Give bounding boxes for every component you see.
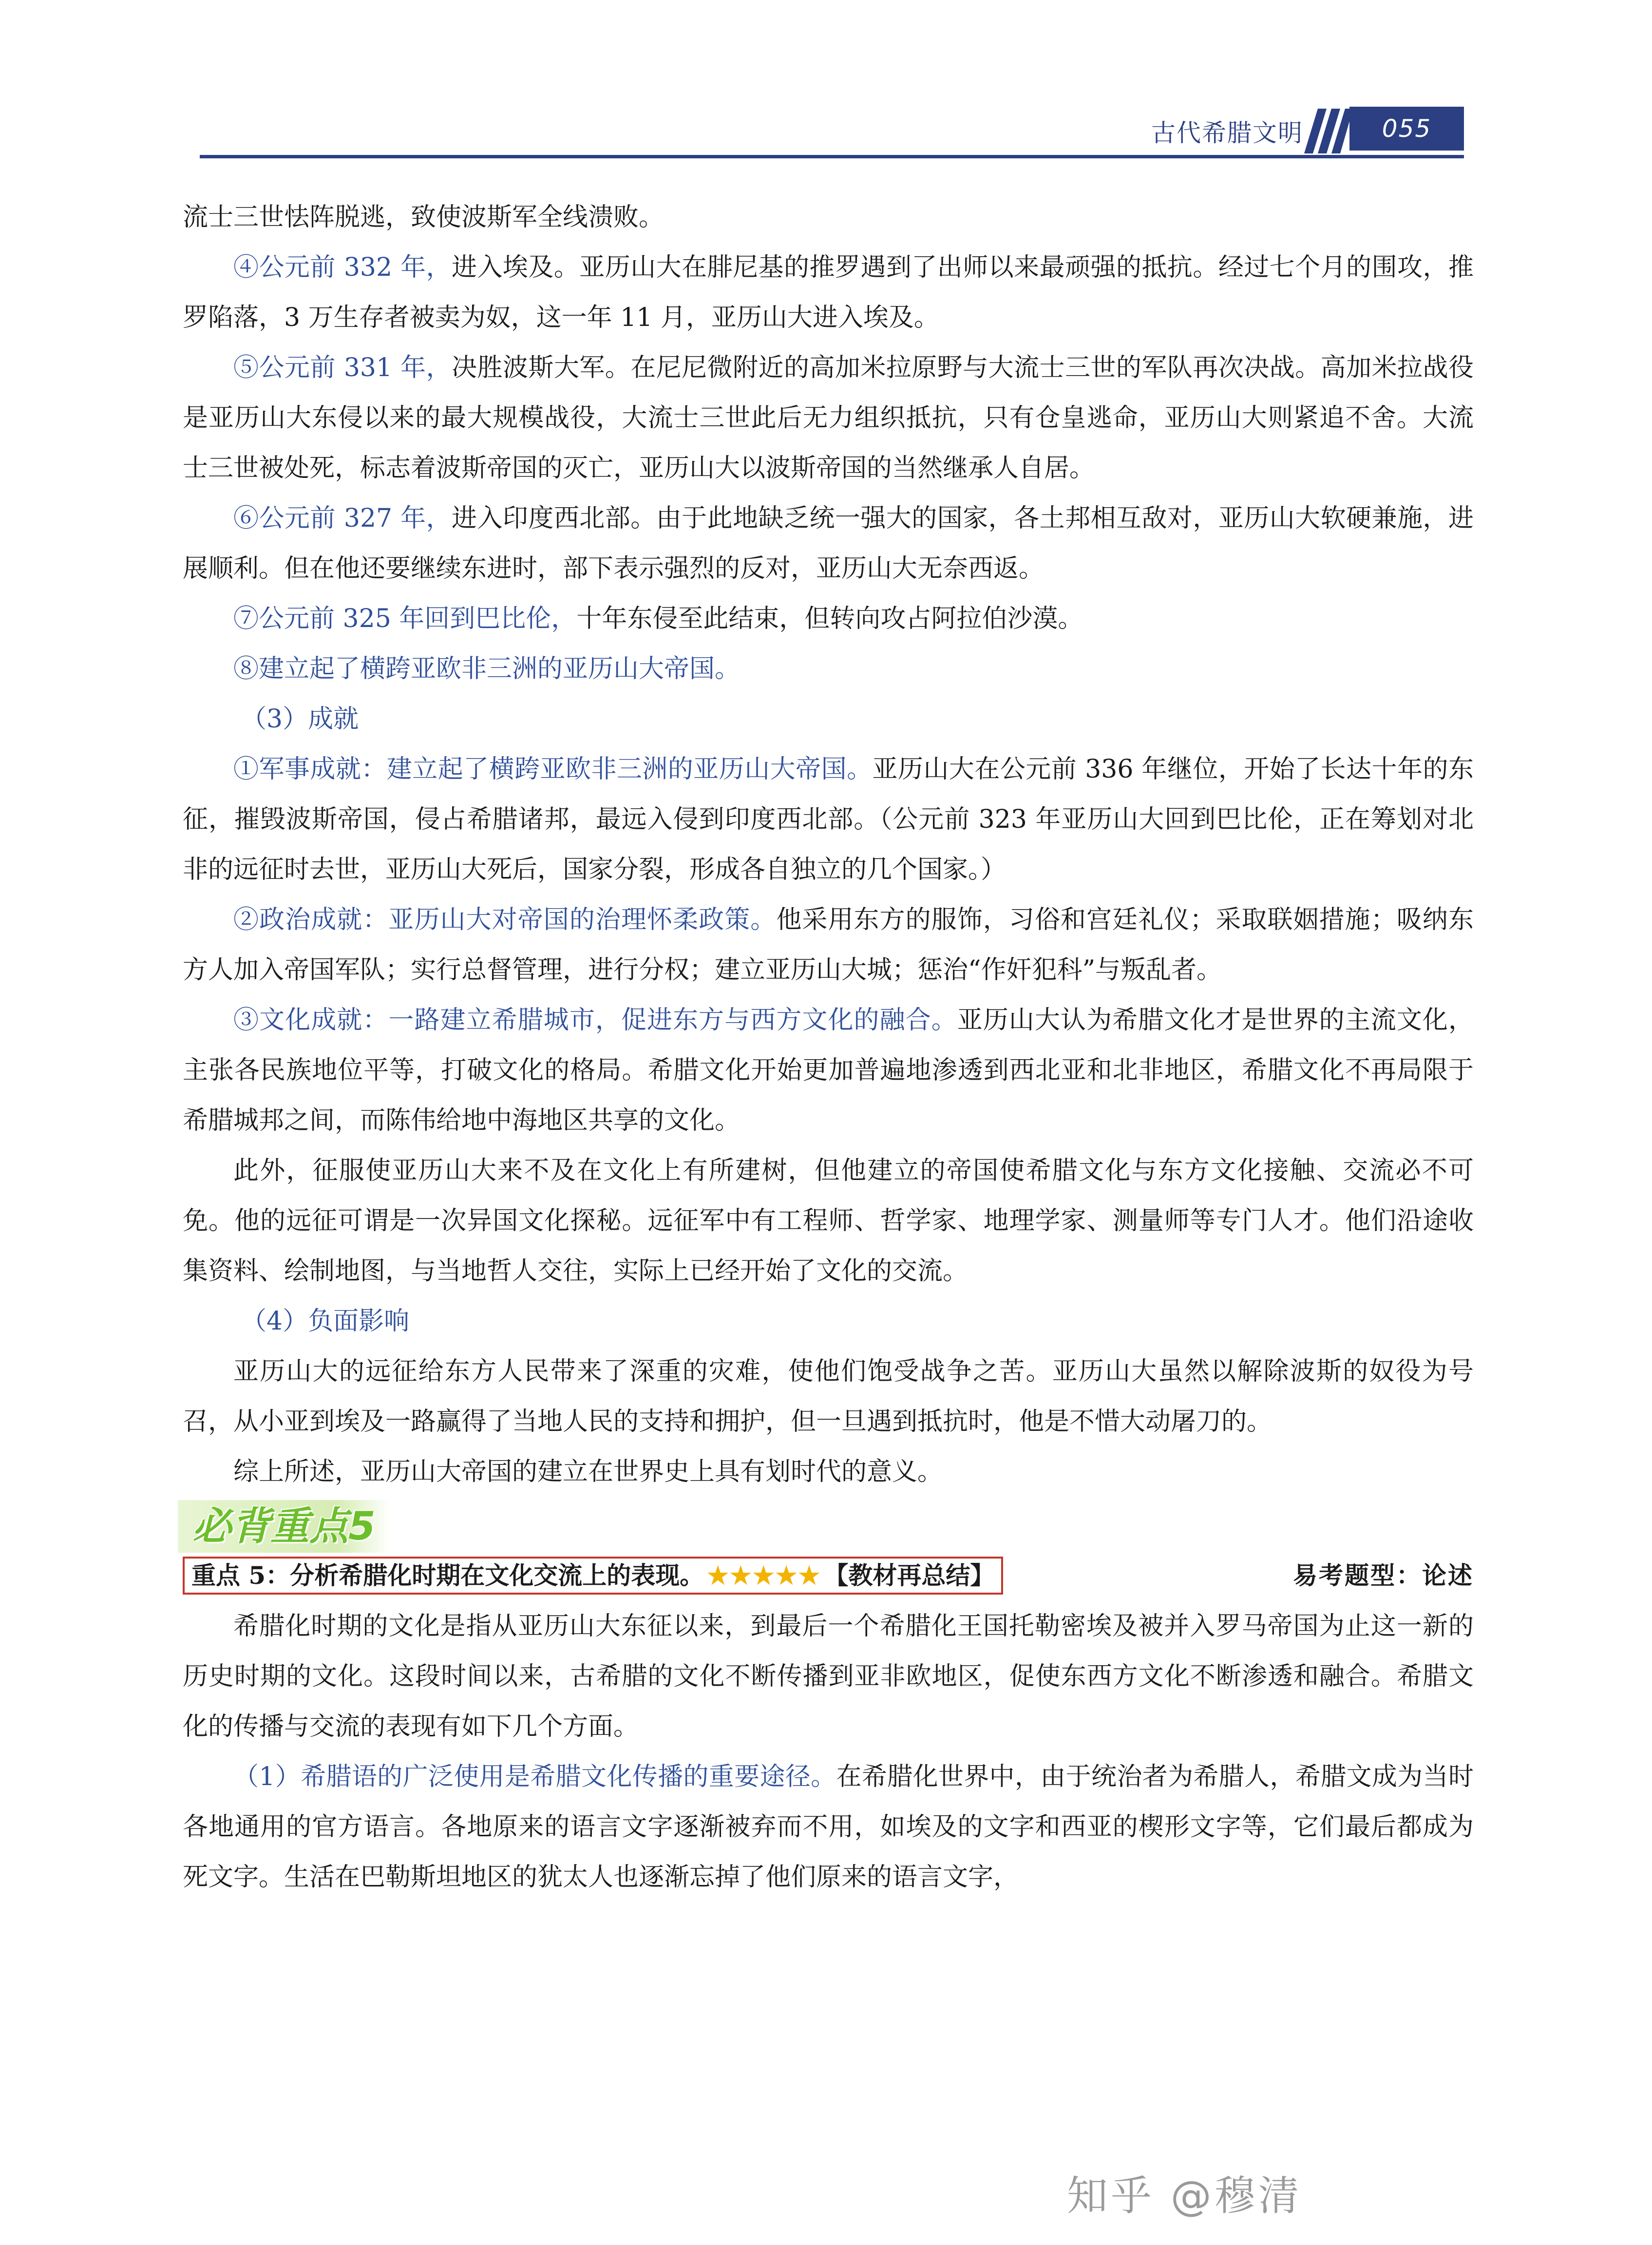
- header-slash-ornament: [1303, 107, 1349, 155]
- key-point-row: [183, 1557, 1474, 1595]
- exam-type: 易考题型：论述: [1293, 1561, 1474, 1590]
- rating-stars-icon: ★★★★★: [707, 1561, 821, 1590]
- item-body: 亚历山大认为希腊文化才是世界的主流文化，主张各民族地位平等，打破文化的格局。希腊文化开始更加普遍地渗透到西北亚和北非地区，希腊文化不再局限于希腊城邦之间，而陈伟给地中海地区共享的文化。: [183, 1006, 1474, 1135]
- item-body: 十年东侵至此结束，但转向攻占阿拉伯沙漠。: [576, 604, 1083, 633]
- paragraph: 综上所述，亚历山大帝国的建立在世界史上具有划时代的意义。: [233, 1457, 943, 1486]
- paragraph: [183, 995, 1474, 1146]
- key-point-badge-row: [183, 1500, 1474, 1554]
- paragraph: 此外，征服使亚历山大来不及在文化上有所建树，但他建立的帝国使希腊文化与东方文化接触、交流必不可免。他的远征可谓是一次异国文化探秘。远征军中有工程师、哲学家、地理学家、测量师等专门人才。他们沿途收集资料、绘制地图，与当地哲人交往，实际上已经开始了文化的交流。: [183, 1156, 1474, 1286]
- item-lead: ⑦公元前 325 年回到巴比伦，: [233, 604, 577, 633]
- paragraph: [183, 1752, 1474, 1903]
- item-lead: ①军事成就：建立起了横跨亚欧非三洲的亚历山大帝国。: [233, 755, 873, 784]
- paragraph: 希腊化时期的文化是指从亚历山大东征以来，到最后一个希腊化王国托勒密埃及被并入罗马帝国为止这一新的历史时期的文化。这段时间以来，古希腊的文化不断传播到亚非欧地区，促使东西方文化不断渗透和融合。希腊文化的传播与交流的表现有如下几个方面。: [183, 1612, 1474, 1741]
- paragraph: ⑧建立起了横跨亚欧非三洲的亚历山大帝国。: [233, 654, 741, 684]
- item-body: 进入印度西北部。由于此地缺乏统一强大的国家，各土邦相互敌对，亚历山大软硬兼施，进展顺利。但在他还要继续东进时，部下表示强烈的反对，亚历山大无奈西返。: [183, 504, 1474, 583]
- paragraph: [183, 343, 1474, 494]
- page-header: [200, 100, 1464, 158]
- item-lead: （1）希腊语的广泛使用是希腊文化传播的重要途径。: [233, 1762, 836, 1791]
- key-point-tag: 【教材再总结】: [824, 1561, 995, 1590]
- item-body: 在希腊化世界中，由于统治者为希腊人，希腊文成为当时各地通用的官方语言。各地原来的语言文字逐渐被弃而不用，如埃及的文字和西亚的楔形文字等，它们最后都成为死文字。生活在巴勒斯坦地区的犹太人也逐渐忘掉了他们原来的语言文字，: [183, 1762, 1474, 1892]
- item-body: 他采用东方的服饰，习俗和宫廷礼仪；采取联姻措施；吸纳东方人加入帝国军队；实行总督管理，进行分权；建立亚历山大城；惩治“作奸犯科”与叛乱者。: [183, 905, 1474, 985]
- item-lead: ②政治成就：亚历山大对帝国的治理怀柔政策。: [233, 905, 777, 934]
- watermark: 知乎 @穆清: [1067, 2172, 1302, 2220]
- key-point-box: [183, 1557, 1003, 1595]
- item-lead: ⑤公元前 331 年，: [233, 353, 452, 382]
- subheading: （3）成就: [241, 704, 359, 734]
- paragraph: [183, 594, 1474, 644]
- item-body: 决胜波斯大军。在尼尼微附近的高加米拉原野与大流士三世的军队再次决战。高加米拉战役是亚历山大东侵以来的最大规模战役，大流士三世此后无力组织抵抗，只有仓皇逃命，亚历山大则紧追不舍。大流士三世被处死，标志着波斯帝国的灭亡，亚历山大以波斯帝国的当然继承人自居。: [183, 353, 1474, 483]
- paragraph: [183, 744, 1474, 895]
- page-number: 055: [1349, 107, 1464, 151]
- header-rule: [200, 155, 1464, 158]
- paragraph: [183, 494, 1474, 594]
- body-text: [183, 192, 1474, 1903]
- item-lead: ③文化成就：一路建立希腊城市，促进东方与西方文化的融合。: [233, 1006, 957, 1035]
- paragraph: 亚历山大的远征给东方人民带来了深重的灾难，使他们饱受战争之苦。亚历山大虽然以解除波斯的奴役为号召，从小亚到埃及一路赢得了当地人民的支持和拥护，但一旦遇到抵抗时，他是不惜大动屠刀的。: [183, 1357, 1474, 1436]
- paragraph: 流士三世怯阵脱逃，致使波斯军全线溃败。: [183, 203, 665, 232]
- item-body: 进入埃及。亚历山大在腓尼基的推罗遇到了出师以来最顽强的抵抗。经过七个月的围攻，推罗陷落，3 万生存者被卖为奴，这一年 11 月，亚历山大进入埃及。: [183, 253, 1474, 332]
- key-point-badge: 必背重点5: [178, 1500, 390, 1553]
- paragraph: [183, 243, 1474, 343]
- item-lead: ⑥公元前 327 年，: [233, 504, 452, 533]
- section-title: 古代希腊文明: [1151, 119, 1303, 147]
- subheading: （4）负面影响: [241, 1307, 410, 1336]
- paragraph: [183, 895, 1474, 995]
- item-body: 亚历山大在公元前 336 年继位，开始了长达十年的东征，摧毁波斯帝国，侵占希腊诸邦，最远入侵到印度西北部。（公元前 323 年亚历山大回到巴比伦，正在筹划对北非的远征时去世，亚历山大死后，国家分裂，形成各自独立的几个国家。）: [183, 755, 1474, 884]
- key-point-label: 重点 5：分析希腊化时期在文化交流上的表现。: [191, 1561, 704, 1590]
- item-lead: ④公元前 332 年，: [233, 253, 452, 282]
